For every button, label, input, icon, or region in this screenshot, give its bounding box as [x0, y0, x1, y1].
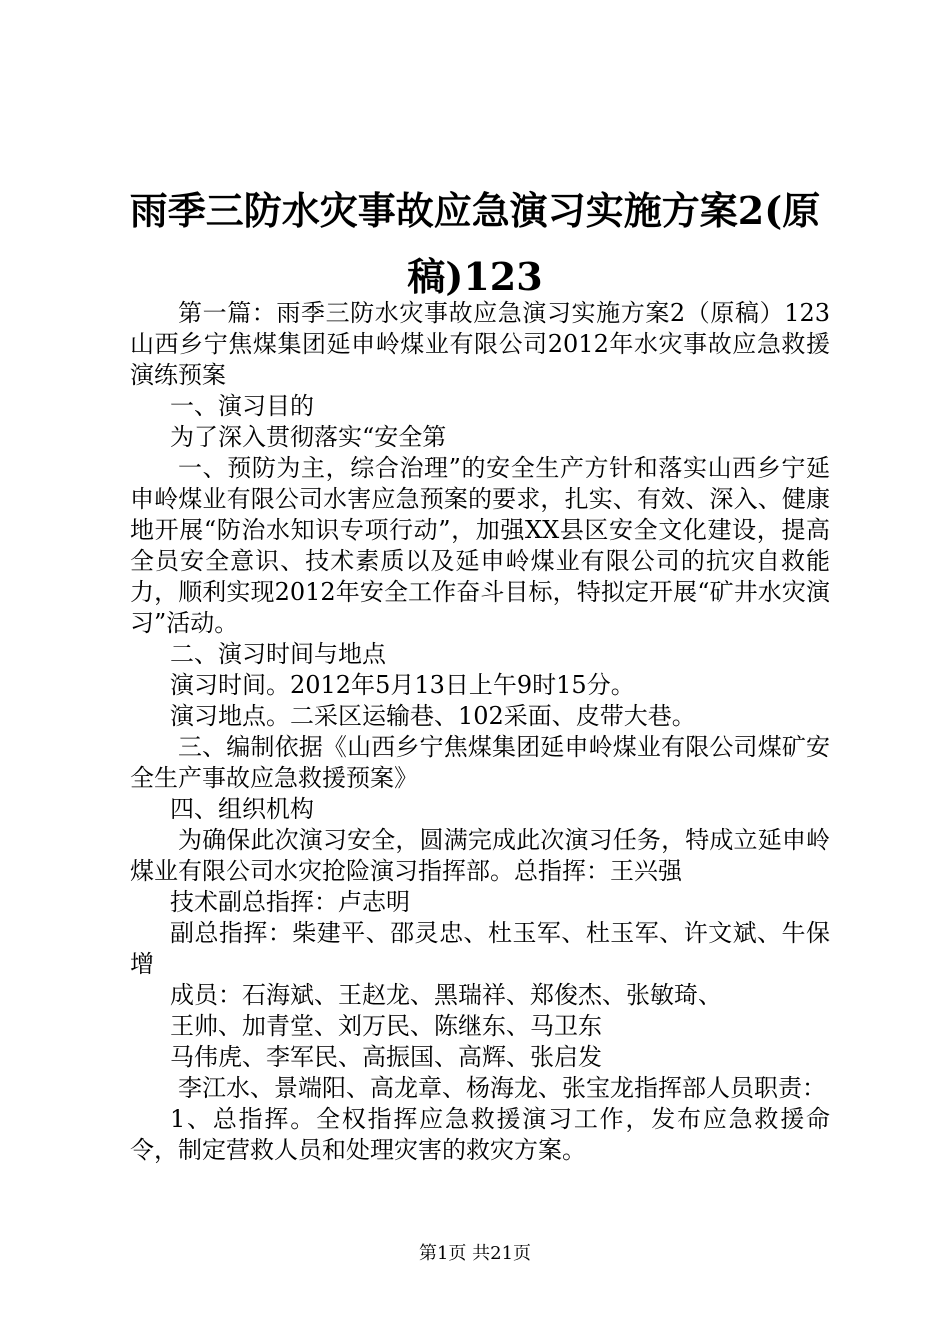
title-line-1: 雨季三防水灾事故应急演习实施方案2(原 [129, 188, 821, 233]
paragraph: 王帅、加青堂、刘万民、陈继东、马卫东 [170, 1012, 602, 1040]
document-body [130, 298, 830, 1166]
section-heading-4: 四、组织机构 [170, 795, 314, 823]
section-heading-2: 二、演习时间与地点 [170, 640, 386, 668]
paragraph-intro: 第一篇：雨季三防水灾事故应急演习实施方案2（原稿）123山西乡宁焦煤集团延申岭煤业有限公司2012年水灾事故应急救援演练预案 [130, 299, 830, 389]
title-line-2: 稿)123 [407, 254, 543, 299]
paragraph: 技术副总指挥：卢志明 [170, 888, 410, 916]
paragraph: 演习时间。2012年5月13日上午9时15分。 [170, 671, 635, 699]
paragraph: 一、预防为主，综合治理”的安全生产方针和落实山西乡宁延申岭煤业有限公司水害应急预案的要求，扎实、有效、深入、健康地开展“防治水知识专项行动”，加强XX县区安全文化建设，提高全员安全意识、技术素质以及延申岭煤业有限公司的抗灾自救能力，顺利实现2012年安全工作奋斗目标，特拟定开展“矿井水灾演习”活动。 [130, 454, 830, 637]
paragraph: 李江水、景端阳、高龙章、杨海龙、张宝龙指挥部人员职责： [178, 1074, 826, 1102]
paragraph: 马伟虎、李军民、高振国、高辉、张启发 [170, 1043, 602, 1071]
section-heading-1: 一、演习目的 [170, 392, 314, 420]
paragraph: 演习地点。二采区运输巷、102采面、皮带大巷。 [170, 702, 696, 730]
paragraph: 1、总指挥。全权指挥应急救援演习工作，发布应急救援命令，制定营救人员和处理灾害的救灾方案。 [130, 1105, 830, 1164]
document-title [120, 178, 830, 310]
paragraph: 成员：石海斌、王赵龙、黑瑞祥、郑俊杰、张敏琦、 [170, 981, 722, 1009]
section-heading-3: 三、编制依据《山西乡宁焦煤集团延申岭煤业有限公司煤矿安全生产事故应急救援预案》 [130, 733, 830, 792]
paragraph: 副总指挥：柴建平、邵灵忠、杜玉军、杜玉军、许文斌、牛保增 [130, 919, 830, 978]
paragraph: 为了深入贯彻落实“安全第 [170, 423, 447, 451]
paragraph: 为确保此次演习安全，圆满完成此次演习任务，特成立延申岭煤业有限公司水灾抢险演习指挥部。总指挥：王兴强 [130, 826, 830, 885]
page-footer: 第1页 共21页 [418, 1243, 532, 1264]
